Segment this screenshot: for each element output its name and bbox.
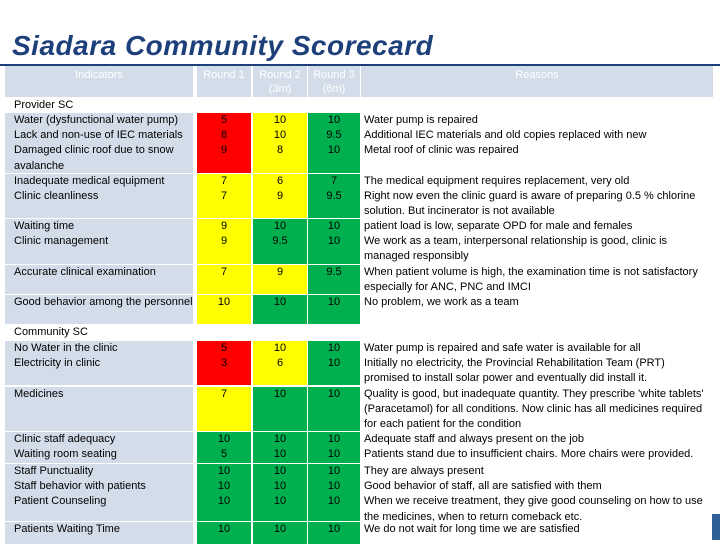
reasons-cell: Water pump is repaired Additional IEC materials and old copies replaced with new Metal roof of clinic was repaired xyxy=(364,114,647,157)
round-1-score: 7 7 xyxy=(197,174,251,218)
reasons-cell xyxy=(361,325,713,340)
round-2-score: 10 10 10 xyxy=(253,464,307,521)
indicator-cell: Provider SC xyxy=(14,99,74,111)
round-3-score: 7 9.5 xyxy=(308,174,360,218)
indicator-cell: Medicines xyxy=(5,387,193,431)
round-2-score: 10 10 xyxy=(253,432,307,463)
reasons-cell: The medical equipment requires replacement, very old Right now even the clinic guard is aware of preparing 0.5 % chlorine solution. But incinerator is not available xyxy=(364,175,696,218)
round-1-score: 10 10 10 xyxy=(197,464,251,521)
reasons-cell: Water pump is repaired and safe water is available for all Initially no electricity, the Provincial Rehabilitation Team (PRT) promised to install solar power and eventually did install it. xyxy=(364,342,665,385)
round-3-score: 10 10 10 xyxy=(308,464,360,521)
round-3-score: 10 10 xyxy=(308,219,360,264)
round-3-score: 10 xyxy=(308,295,360,324)
page-title: Siadara Community Scorecard xyxy=(12,30,434,61)
round-3-score xyxy=(308,325,360,340)
round-1-score: 10 xyxy=(197,295,251,324)
round-2-score: 10 xyxy=(253,387,307,431)
reasons-cell: We do not wait for long time we are satisfied xyxy=(364,523,580,535)
round-3-score: 10 xyxy=(308,522,360,544)
round-1-header: Round 1 xyxy=(197,66,251,97)
round-3-score: 10 10 xyxy=(308,341,360,385)
round-1-score: 10 5 xyxy=(197,432,251,463)
reasons-cell: They are always present Good behavior of staff, all are satisfied with them When we receive treatment, they give good counseling on how to use the medicines, when to return comeback etc. xyxy=(364,465,703,521)
round-3-score xyxy=(308,98,360,113)
reasons-cell: When patient volume is high, the examination time is not satisfactory especially for ANC, PNC and IMCI xyxy=(364,266,698,294)
round-3-header: Round 3 (6m) xyxy=(308,66,360,97)
round-2-score: 10 10 8 xyxy=(253,113,307,173)
indicator-cell: Clinic staff adequacy Waiting room seating xyxy=(5,432,193,463)
round-1-score xyxy=(197,98,251,113)
round-1-score: 9 9 xyxy=(197,219,251,264)
indicator-cell: Water (dysfunctional water pump) Lack and non-use of IEC materials Damaged clinic roof due to snow avalanche xyxy=(5,113,193,173)
indicator-cell: Patients Waiting Time xyxy=(5,522,193,544)
round-2-score: 10 xyxy=(253,295,307,324)
round-2-score: 6 9 xyxy=(253,174,307,218)
reasons-cell: patient load is low, separate OPD for male and females We work as a team, interpersonal relationship is good, clinic is managed responsibly xyxy=(364,220,668,263)
reasons-cell: No problem, we work as a team xyxy=(364,296,519,308)
round-3-score: 10 9.5 10 xyxy=(308,113,360,173)
round-2-score xyxy=(253,98,307,113)
round-1-score: 5 8 9 xyxy=(197,113,251,173)
reasons-cell xyxy=(361,98,713,113)
round-2-score: 10 6 xyxy=(253,341,307,385)
round-2-score: 9 xyxy=(253,265,307,294)
indicator-cell: Staff Punctuality Staff behavior with patients Patient Counseling xyxy=(5,464,193,521)
indicators-header: Indicators xyxy=(5,66,193,97)
reasons-cell: Adequate staff and always present on the job Patients stand due to insufficient chairs. More chairs were provided. xyxy=(364,433,694,461)
round-1-score: 5 3 xyxy=(197,341,251,385)
round-3-score: 10 10 xyxy=(308,432,360,463)
indicator-cell: Community SC xyxy=(14,326,88,338)
round-1-score: 7 xyxy=(197,265,251,294)
round-1-score xyxy=(197,325,251,340)
round-3-score: 10 xyxy=(308,387,360,431)
round-2-score xyxy=(253,325,307,340)
indicator-cell: Waiting time Clinic management xyxy=(5,219,193,264)
round-1-score: 7 xyxy=(197,387,251,431)
round-1-score: 10 xyxy=(197,522,251,544)
corner-accent xyxy=(712,514,720,540)
reasons-cell: Quality is good, but inadequate quantity. They prescribe 'white tablets' (Paracetamol) for all conditions. Now clinic has all medicines required for each patient for the condition xyxy=(364,388,704,431)
round-3-score: 9.5 xyxy=(308,265,360,294)
indicator-cell: Good behavior among the personnel xyxy=(5,295,193,324)
indicator-cell: Accurate clinical examination xyxy=(5,265,193,294)
indicator-cell: No Water in the clinic Electricity in clinic xyxy=(5,341,193,385)
indicator-cell: Inadequate medical equipment Clinic cleanliness xyxy=(5,174,193,218)
round-2-score: 10 xyxy=(253,522,307,544)
reasons-header: Reasons xyxy=(361,66,713,97)
round-2-header: Round 2 (3m) xyxy=(253,66,307,97)
round-2-score: 10 9.5 xyxy=(253,219,307,264)
